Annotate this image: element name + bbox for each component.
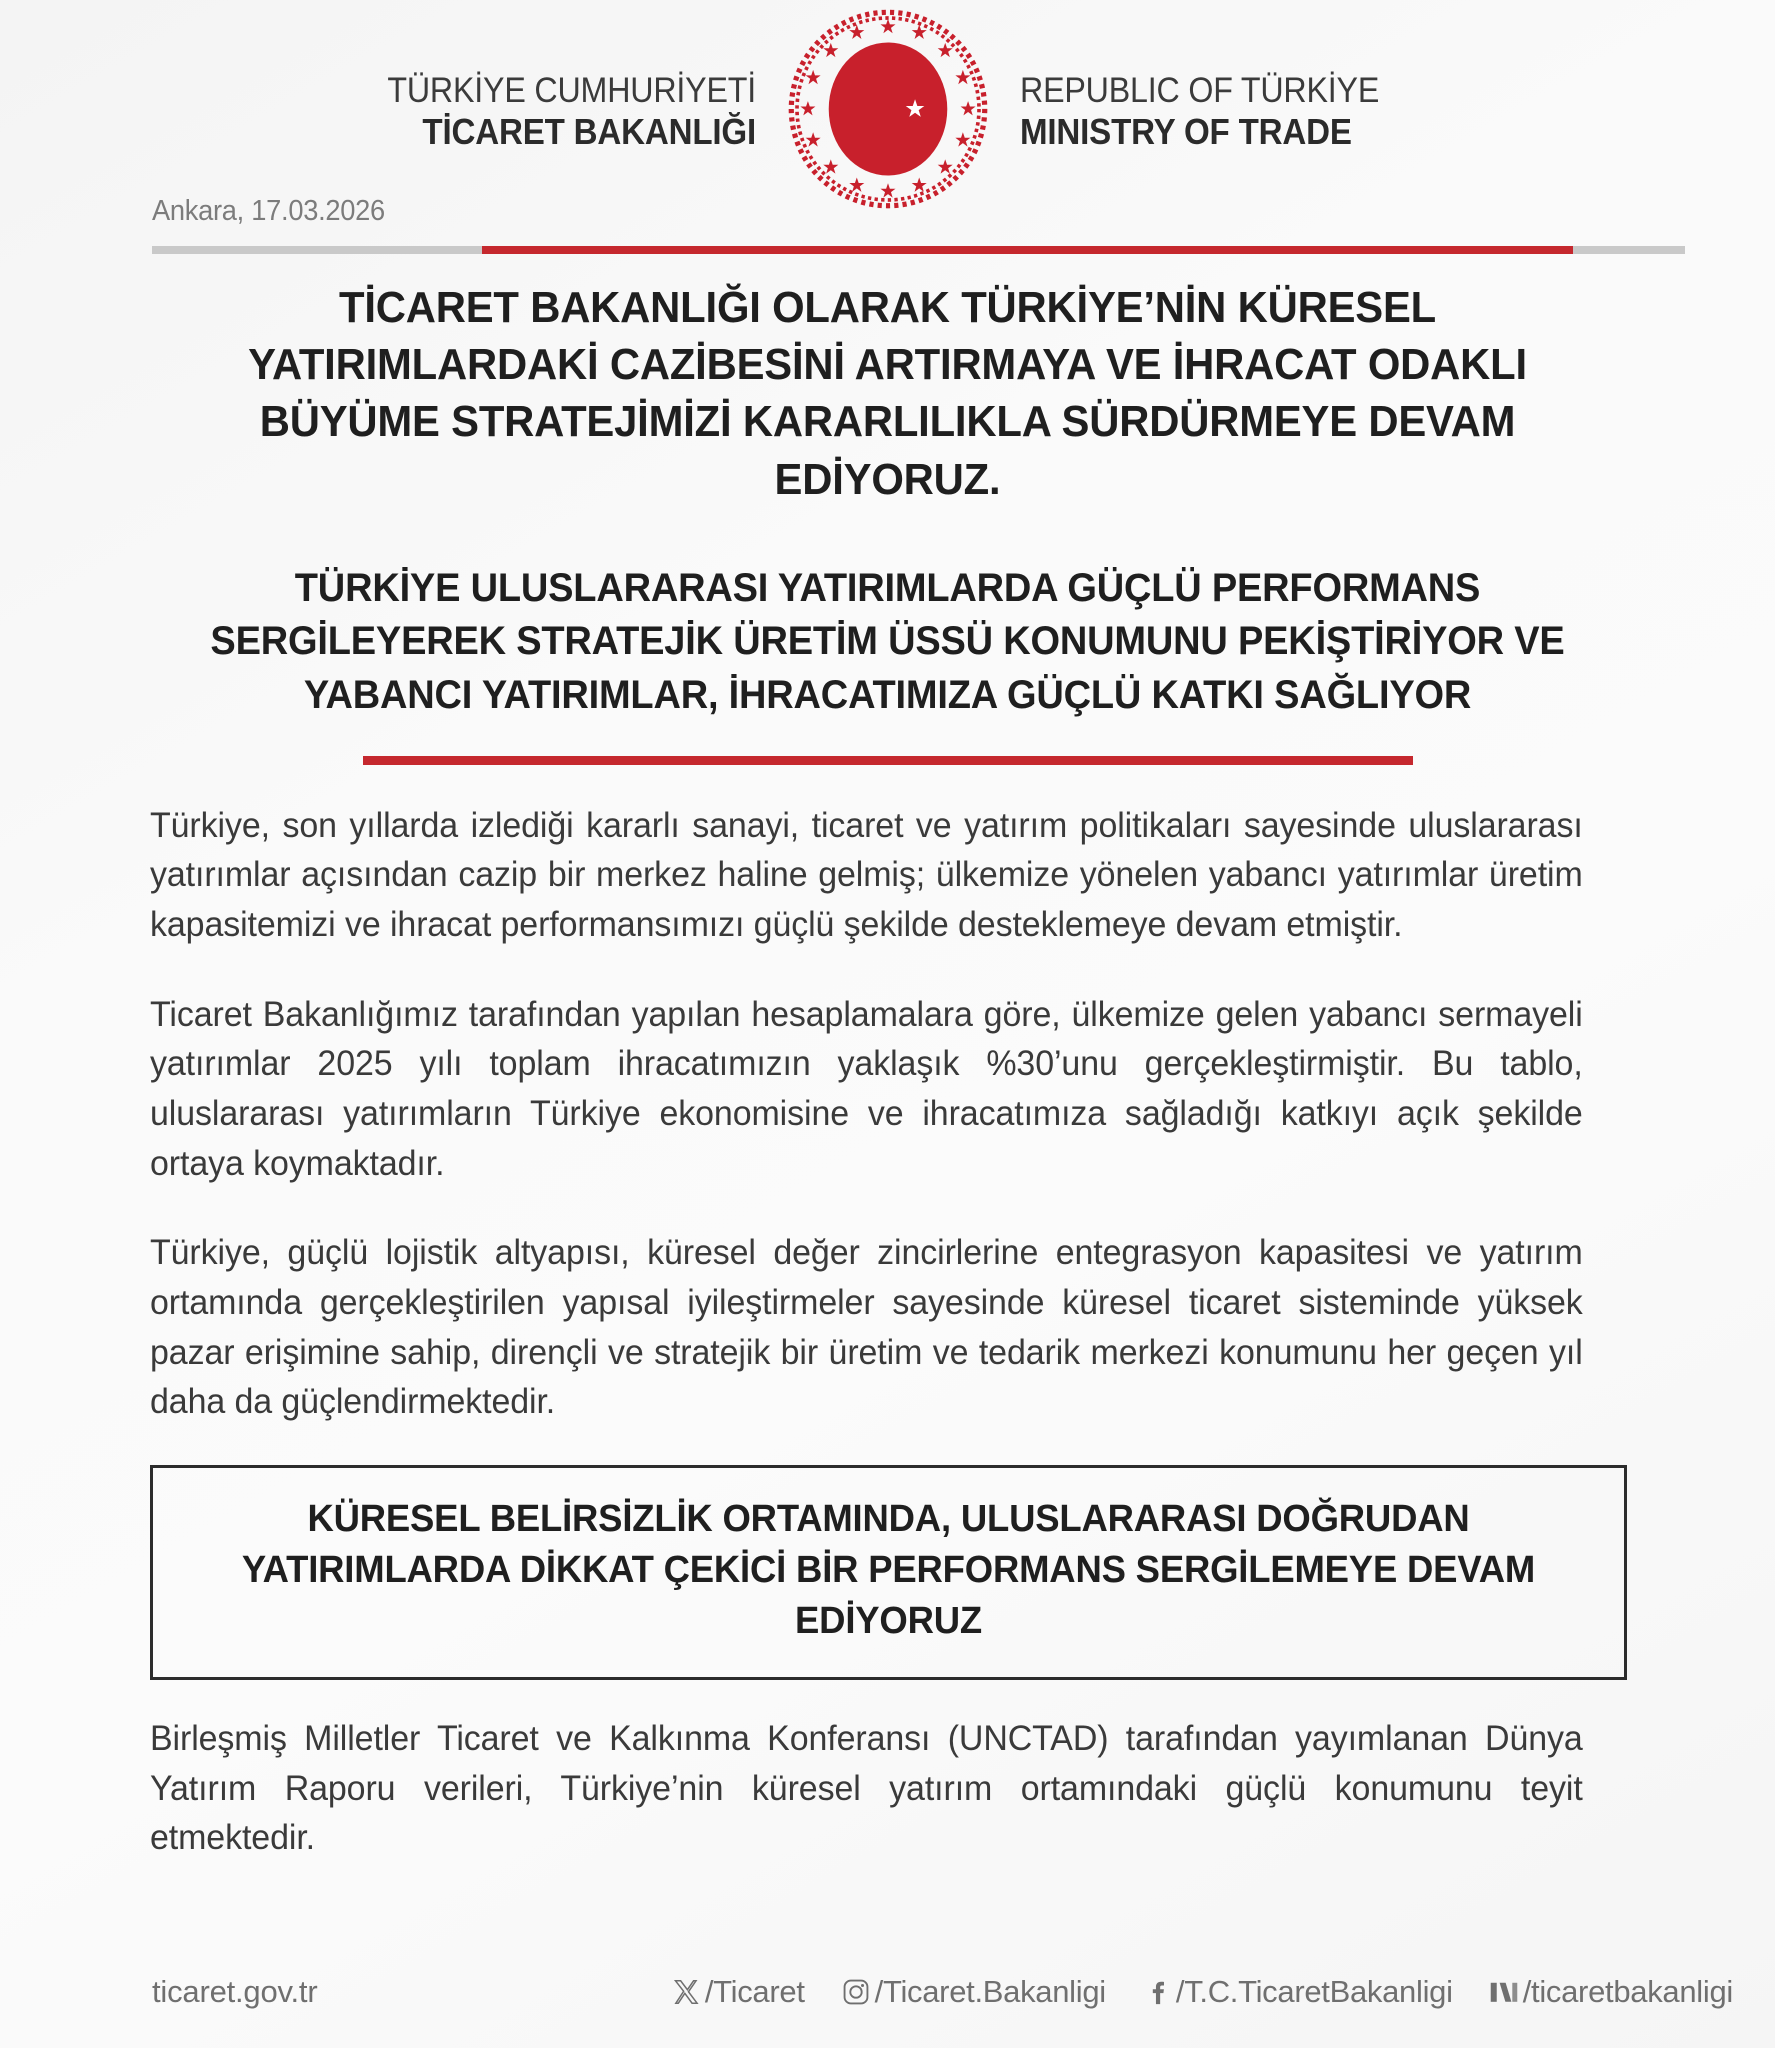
nsosyal-icon [1487, 1975, 1521, 2009]
body-paragraph-4: Birleşmiş Milletler Ticaret ve Kalkınma Konferansı (UNCTAD) tarafından yayımlanan Dünya Yatırım Raporu verileri, Türkiye’nin küresel yatırım ortamındaki güçlü konumunu teyit etmektedir. [150, 1718, 1583, 1858]
social-links [669, 1974, 1733, 2010]
website-url[interactable]: ticaret.gov.tr [152, 1974, 318, 2009]
header-rule [152, 246, 1685, 254]
x-twitter-icon [669, 1975, 703, 2009]
dateline-row [0, 193, 1775, 255]
brand-turkish [244, 70, 784, 154]
brand-turkish-line2: TİCARET BAKANLIĞI [421, 110, 756, 152]
turkish-republic-emblem-icon [784, 5, 992, 213]
rule-segment-gray-left [152, 246, 482, 254]
social-handle-instagram: /Ticaret.Bakanligi [874, 1974, 1106, 2009]
body-paragraph-3: Türkiye, güçlü lojistik altyapısı, küresel değer zincirlerine entegrasyon kapasitesi ve yatırım ortamında gerçekleştirilen yapısal iyileştirmeler sayesinde küresel ticaret sisteminde yüksek pazar erişimine sahip, dirençli ve stratejik bir üretim ve tedarik merkezi konumunu her geçen yıl daha da güçlendirmektedir. [150, 1233, 1583, 1422]
social-handle-facebook: /T.C.TicaretBakanligi [1175, 1974, 1453, 2009]
dateline: Ankara, 17.03.2026 [152, 195, 385, 227]
social-link-instagram[interactable] [839, 1974, 1106, 2010]
page-title: TİCARET BAKANLIĞI OLARAK TÜRKİYE’NİN KÜRESEL YATIRIMLARDAKİ CAZİBESİNİ ARTIRMAYA VE İHRACAT ODAKLI BÜYÜME STRATEJİMİZİ KARARLILIKLA SÜRDÜRMEYE DEVAM EDİYORUZ. [248, 283, 1527, 504]
callout-text: KÜRESEL BELİRSİZLİK ORTAMINDA, ULUSLARARASI DOĞRUDAN YATIRIMLARDA DİKKAT ÇEKİCİ BİR PERFORMANS SERGİLEMEYE DEVAM EDİYORUZ [241, 1498, 1536, 1642]
social-link-x[interactable] [669, 1974, 805, 2010]
page-subtitle: TÜRKİYE ULUSLARARASI YATIRIMLARDA GÜÇLÜ PERFORMANS SERGİLEYEREK STRATEJİK ÜRETİM ÜSSÜ KONUMUNU PEKİŞTİRİYOR VE YABANCI YATIRIMLAR, İHRACATIMIZA GÜÇLÜ KATKI SAĞLIYOR [210, 565, 1565, 717]
rule-segment-gray-right [1573, 246, 1685, 254]
rule-segment-red [482, 246, 1573, 254]
document-body [0, 801, 1775, 1863]
body-paragraph-2: Ticaret Bakanlığımız tarafından yapılan hesaplamalara göre, ülkemize gelen yabancı sermayeli yatırımlar 2025 yılı toplam ihracatımızın yaklaşık %30’unu gerçekleştirmiştir. Bu tablo, uluslararası yatırımların Türkiye ekonomisine ve ihracatımıza sağladığı katkıyı açık şekilde ortaya koymaktadır. [150, 994, 1583, 1183]
brand-english-line1: REPUBLIC OF TÜRKİYE [1019, 70, 1379, 110]
brand-english [992, 70, 1532, 154]
social-handle-nsosyal: /ticaretbakanligi [1522, 1974, 1733, 2009]
document-footer [0, 1974, 1775, 2010]
document-header [0, 0, 1775, 195]
brand-english-line2: MINISTRY OF TRADE [1019, 110, 1352, 152]
facebook-icon [1140, 1975, 1174, 2009]
callout-box [150, 1465, 1627, 1680]
social-handle-x: /Ticaret [704, 1974, 805, 2009]
title-divider [363, 756, 1413, 765]
brand-turkish-line1: TÜRKİYE CUMHURİYETİ [386, 70, 756, 110]
social-link-nsosyal[interactable] [1487, 1974, 1733, 2010]
instagram-icon [839, 1975, 873, 2009]
social-link-facebook[interactable] [1140, 1974, 1453, 2010]
body-paragraph-1: Türkiye, son yıllarda izlediği kararlı sanayi, ticaret ve yatırım politikaları sayesinde uluslararası yatırımlar açısından cazip bir merkez haline gelmiş; ülkemize yönelen yabancı yatırımlar üretim kapasitemizi ve ihracat performansımızı güçlü şekilde desteklemeye devam etmiştir. [150, 805, 1583, 944]
headings [0, 279, 1775, 765]
